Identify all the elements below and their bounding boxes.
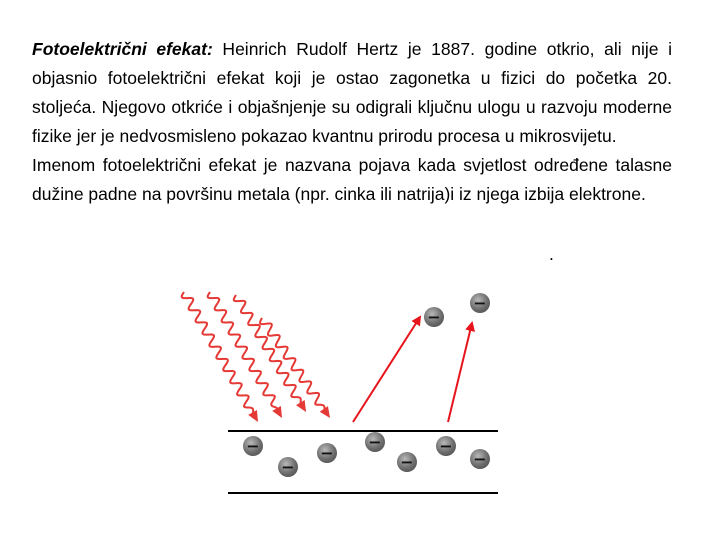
metal-electron (436, 436, 456, 456)
metal-electron (470, 449, 490, 469)
electron-minus-sign: − (427, 307, 441, 327)
light-waves (182, 292, 330, 422)
metal-electron (278, 457, 298, 477)
emission-arrow-2 (448, 323, 472, 422)
metal-electron (397, 452, 417, 472)
emission-arrow-1 (353, 317, 420, 422)
emitted-electron (470, 293, 490, 313)
trailing-dot: . (549, 244, 554, 264)
metal-electron (317, 443, 337, 463)
electrons (243, 293, 490, 477)
metal-electron (365, 432, 385, 452)
electron-minus-sign: − (281, 457, 295, 477)
electron-minus-sign: − (473, 293, 487, 313)
electron-minus-sign: − (368, 432, 382, 452)
electron-minus-sign: − (473, 449, 487, 469)
term-photoelectric-effect: Fotoelektrični efekat: (32, 39, 213, 59)
electron-minus-sign: − (439, 436, 453, 456)
electron-minus-sign: − (400, 452, 414, 472)
paragraph-definition: Imenom fotoelektrični efekat je nazvana pojava kada svjetlost određene talasne dužine padne na površinu metala (npr. cinka ili natrija)i iz njega izbija elektrone. (32, 155, 672, 204)
paragraph-hertz-body: Heinrich Rudolf Hertz je 1887. godine otkrio, ali nije i objasnio fotoelektrični efekat koji je ostao zagonetka u fizici do početka 20. stoljeća. Njegovo otkriće i objašnjenje su odigrali ključnu ulogu u razvoju moderne fizike jer je nedvosmisleno pokazao kvantnu prirodu procesa u mikrosvijetu. (32, 39, 672, 146)
electron-minus-sign: − (246, 436, 260, 456)
metal-surface (228, 431, 498, 493)
electron-minus-sign: − (320, 443, 334, 463)
emitted-electron (424, 307, 444, 327)
metal-electron (243, 436, 263, 456)
